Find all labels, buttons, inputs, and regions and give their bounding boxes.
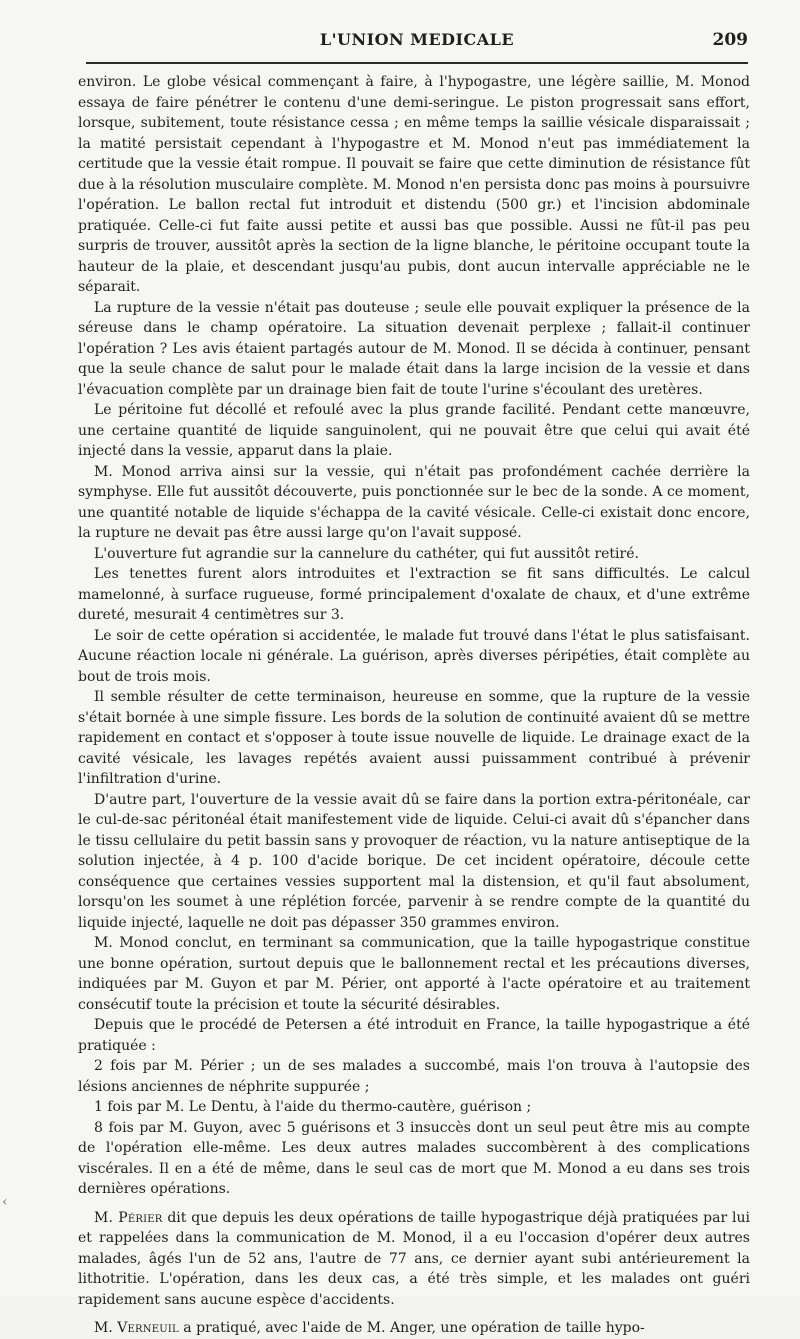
paragraph: D'autre part, l'ouverture de la vessie avait dû se faire dans la portion extra-péritonéale, car le cul-de-sac péritonéal était manifestement vide de liquide. Celui-ci avait dû s'épancher dans le tissu cellulaire du petit bassin sans y provoquer de réaction, vu la nature antiseptique de la solution injectée, à 4 p. 100 d'acide borique. De cet incident opératoire, découle cette conséquence que certaines vessies supportent mal la distension, et qu'il faut absolument, lorsqu'on les soumet à une réplétion forcée, parvenir à se rendre compte de la quantité du liquide injecté, laquelle ne doit pas dépasser 350 grammes environ.	[78, 791, 750, 931]
verneuil-paragraph	[78, 1318, 750, 1339]
paragraph: L'ouverture fut agrandie sur la cannelure du cathéter, qui fut aussitôt retiré.	[94, 545, 639, 562]
paragraph-text: dit que depuis les deux opérations de taille hypogastrique déjà pratiquées par lui et rappelées dans la communication de M. Monod, il a eu l'occasion d'opérer deux autres malades, âgés l'un de 52 ans, l'autre de 77 ans, ce dernier ayant subi antérieurement la lithotritie. L'opération, dans les deux cas, a été très simple, et les malades ont guéri rapidement sans aucune espèce d'accidents.	[78, 1209, 750, 1308]
page-number: 209	[712, 30, 748, 50]
paragraph: M. Monod conclut, en terminant sa communication, que la taille hypogastrique constitue une bonne opération, surtout depuis que le ballonnement rectal et les précautions diverses, indiquées par M. Guyon et par M. Périer, ont apporté à l'acte opératoire et au traitement consécutif toute la précision et toute la sécurité désirables.	[78, 935, 750, 1013]
article-body	[78, 72, 750, 1336]
speaker-name: Verneuil	[117, 1320, 179, 1336]
page-header	[86, 30, 748, 56]
paragraph: 8 fois par M. Guyon, avec 5 guérisons et 3 insuccès dont un seul peut être mis au compte de l'opération elle-même. Les deux autres malades succombèrent à des complications viscérales. Il en a été de même, dans le seul cas de mort que M. Monod a eu dans ses trois dernières opérations.	[78, 1119, 750, 1197]
speaker-prefix: M.	[94, 1320, 118, 1336]
paragraph: M. Monod arriva ainsi sur la vessie, qui n'était pas profondément cachée derrière la symphyse. Elle fut aussitôt découverte, puis ponctionnée sur le bec de la sonde. A ce moment, une quantité notable de liquide s'échappa de la cavité vésicale. Celle-ci existait donc encore, la rupture ne devait pas être aussi large qu'on l'avait supposé.	[78, 463, 750, 541]
paragraph: Le soir de cette opération si accidentée, le malade fut trouvé dans l'état le plus satisfaisant. Aucune réaction locale ni générale. La guérison, après diverses péripéties, était complète au bout de trois mois.	[78, 627, 750, 685]
paragraph: Il semble résulter de cette terminaison, heureuse en somme, que la rupture de la vessie s'était bornée à une simple fissure. Les bords de la solution de continuité avaient dû se mettre rapidement en contact et s'opposer à toute issue nouvelle de liquide. Le drainage exact de la cavité vésicale, les lavages repétés avaient aussi puissamment contribué à prévenir l'infiltration d'urine.	[78, 689, 750, 787]
margin-mark: ‹	[2, 1194, 8, 1210]
paragraph: La rupture de la vessie n'était pas douteuse ; seule elle pouvait expliquer la présence de la séreuse dans le champ opératoire. La situation devenait perplexe ; fallait-il continuer l'opération ? Les avis étaient partagés autour de M. Monod. Il se décida à continuer, pensant que la seule chance de salut pour le malade était dans la large incision de la vessie et dans l'évacuation complète par un drainage bien fait de toute l'urine s'écoulant des uretères.	[78, 299, 750, 398]
paragraph-text: a pratiqué, avec l'aide de M. Anger, une opération de taille hypo-	[178, 1320, 645, 1336]
running-title: L'UNION MEDICALE	[319, 30, 515, 49]
paragraph: Depuis que le procédé de Petersen a été introduit en France, la taille hypogastrique a été pratiquée :	[78, 1017, 750, 1054]
speaker-name: M. Périer	[94, 1209, 163, 1226]
paragraph: 2 fois par M. Périer ; un de ses malades a succombé, mais l'on trouva à l'autopsie des lésions anciennes de néphrite suppurée ;	[78, 1058, 750, 1095]
paragraph: 1 fois par M. Le Dentu, à l'aide du thermo-cautère, guérison ;	[94, 1099, 532, 1115]
paragraph: Les tenettes furent alors introduites et l'extraction se fit sans difficultés. Le calcul mamelonné, à surface rugueuse, formé principalement d'oxalate de chaux, et d'une extrême dureté, mesurait 4 centimètres sur 3.	[78, 566, 750, 623]
header-rule	[86, 62, 748, 64]
perier-paragraph	[78, 1208, 750, 1311]
paragraph: Le péritoine fut décollé et refoulé avec la plus grande facilité. Pendant cette manœuvre, une certaine quantité de liquide sanguinolent, qui ne pouvait être que celui qui avait été injecté dans la vessie, apparut dans la plaie.	[78, 402, 750, 459]
paragraph: environ. Le globe vésical commençant à faire, à l'hypogastre, une légère saillie, M. Monod essaya de faire pénétrer le contenu d'une demi-seringue. Le piston progressait sans effort, lorsque, subitement, toute résistance cessa ; en même temps la saillie vésicale disparaissait ; la matité persistait cependant à l'hypogastre et M. Monod n'eut pas immédiatement la certitude que la vessie était rompue. Il pouvait se faire que cette diminution de résistance fût due à la résolution musculaire complète. M. Monod n'en persista donc pas moins à poursuivre l'opération. Le ballon rectal fut introduit et distendu (500 gr.) et l'incision abdominale pratiquée. Celle-ci fut faite aussi petite et aussi bas que possible. Aussi ne fût-il pas peu surpris de trouver, aussitôt après la section de la ligne blanche, le péritoine occupant toute la hauteur de la plaie, et descendant jusqu'au pubis, dont aucun intervalle appréciable ne le séparait.	[78, 74, 750, 295]
